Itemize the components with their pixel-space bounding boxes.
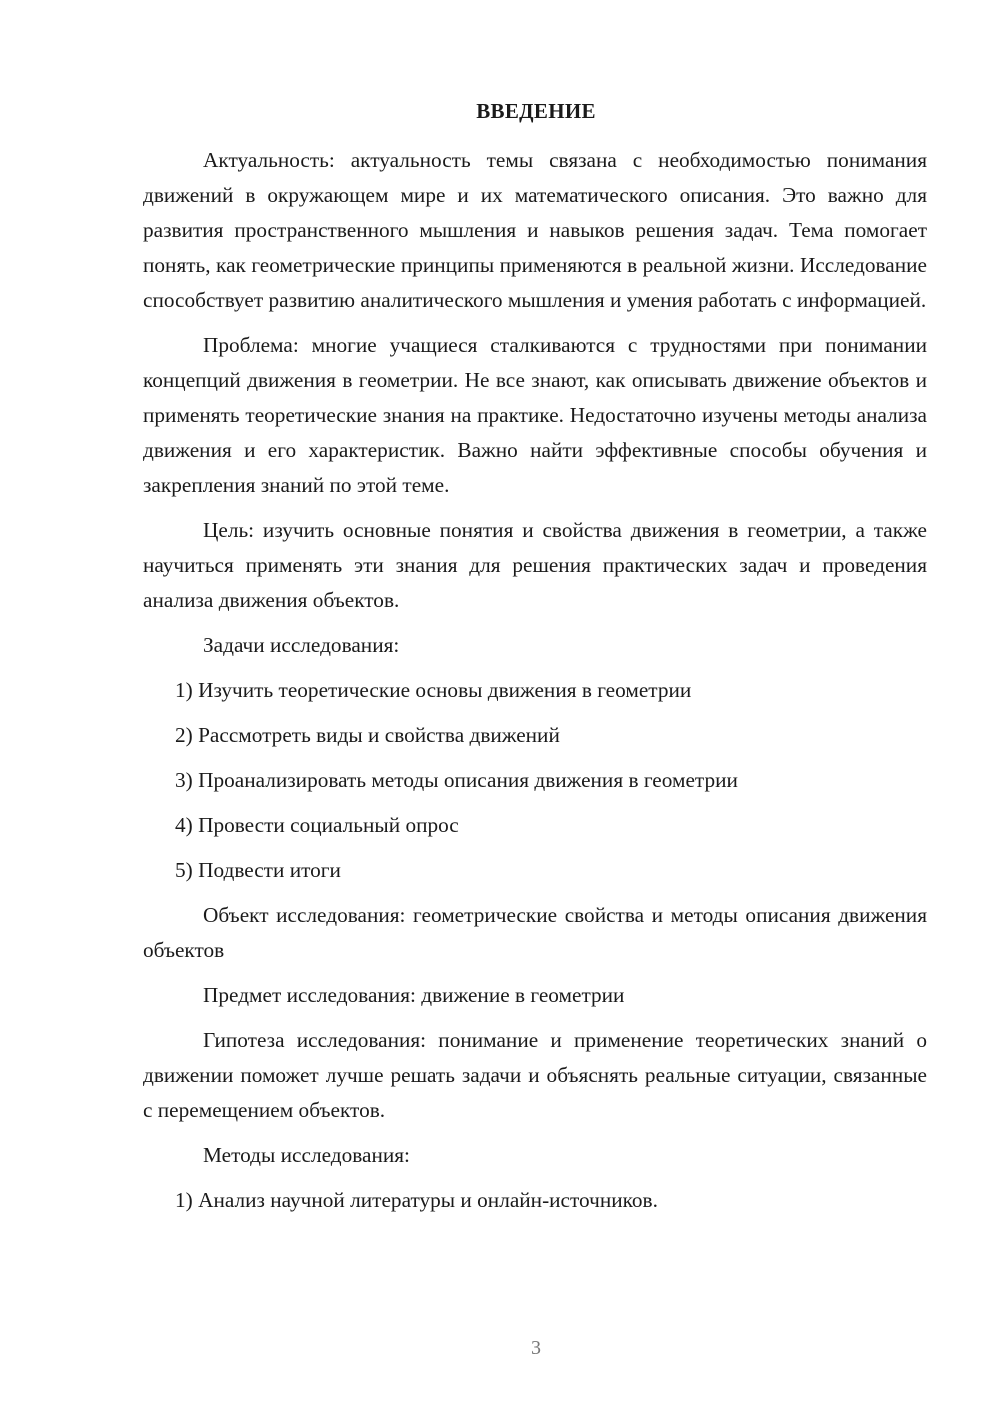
hypothesis-paragraph: Гипотеза исследования: понимание и применение теоретических знаний о движении поможет лучше решать задачи и объяснять реальные ситуации, связанные с перемещением объектов. <box>143 1028 927 1122</box>
goal-paragraph: Цель: изучить основные понятия и свойства движения в геометрии, а также научиться применять эти знания для решения практических задач и проведения анализа движения объектов. <box>143 518 927 612</box>
relevance-paragraph: Актуальность: актуальность темы связана с необходимостью понимания движений в окружающем мире и их математического описания. Это важно для развития пространственного мышления и навыков решения задач. Тема помогает понять, как геометрические принципы применяются в реальной жизни. Исследование способствует развитию аналитического мышления и умения работать с информацией. <box>143 148 927 312</box>
section-heading: ВВЕДЕНИЕ <box>476 99 596 123</box>
task-item-2: 2) Рассмотреть виды и свойства движений <box>175 723 560 747</box>
method-item-1: 1) Анализ научной литературы и онлайн-источников. <box>175 1188 658 1212</box>
task-item-4: 4) Провести социальный опрос <box>175 813 459 837</box>
task-item-1: 1) Изучить теоретические основы движения в геометрии <box>175 678 692 702</box>
object-paragraph: Объект исследования: геометрические свойства и методы описания движения объектов <box>143 903 927 962</box>
page-number: 3 <box>531 1337 541 1359</box>
problem-paragraph: Проблема: многие учащиеся сталкиваются с трудностями при понимании концепций движения в геометрии. Не все знают, как описывать движение объектов и применять теоретические знания на практике. Недостаточно изучены методы анализа движения и его характеристик. Важно найти эффективные способы обучения и закрепления знаний по этой теме. <box>143 333 927 497</box>
methods-label: Методы исследования: <box>203 1143 410 1167</box>
subject-paragraph: Предмет исследования: движение в геометрии <box>203 983 625 1007</box>
task-item-5: 5) Подвести итоги <box>175 858 341 882</box>
task-item-3: 3) Проанализировать методы описания движения в геометрии <box>175 768 738 792</box>
tasks-label: Задачи исследования: <box>203 633 400 657</box>
body-text <box>143 143 927 1228</box>
